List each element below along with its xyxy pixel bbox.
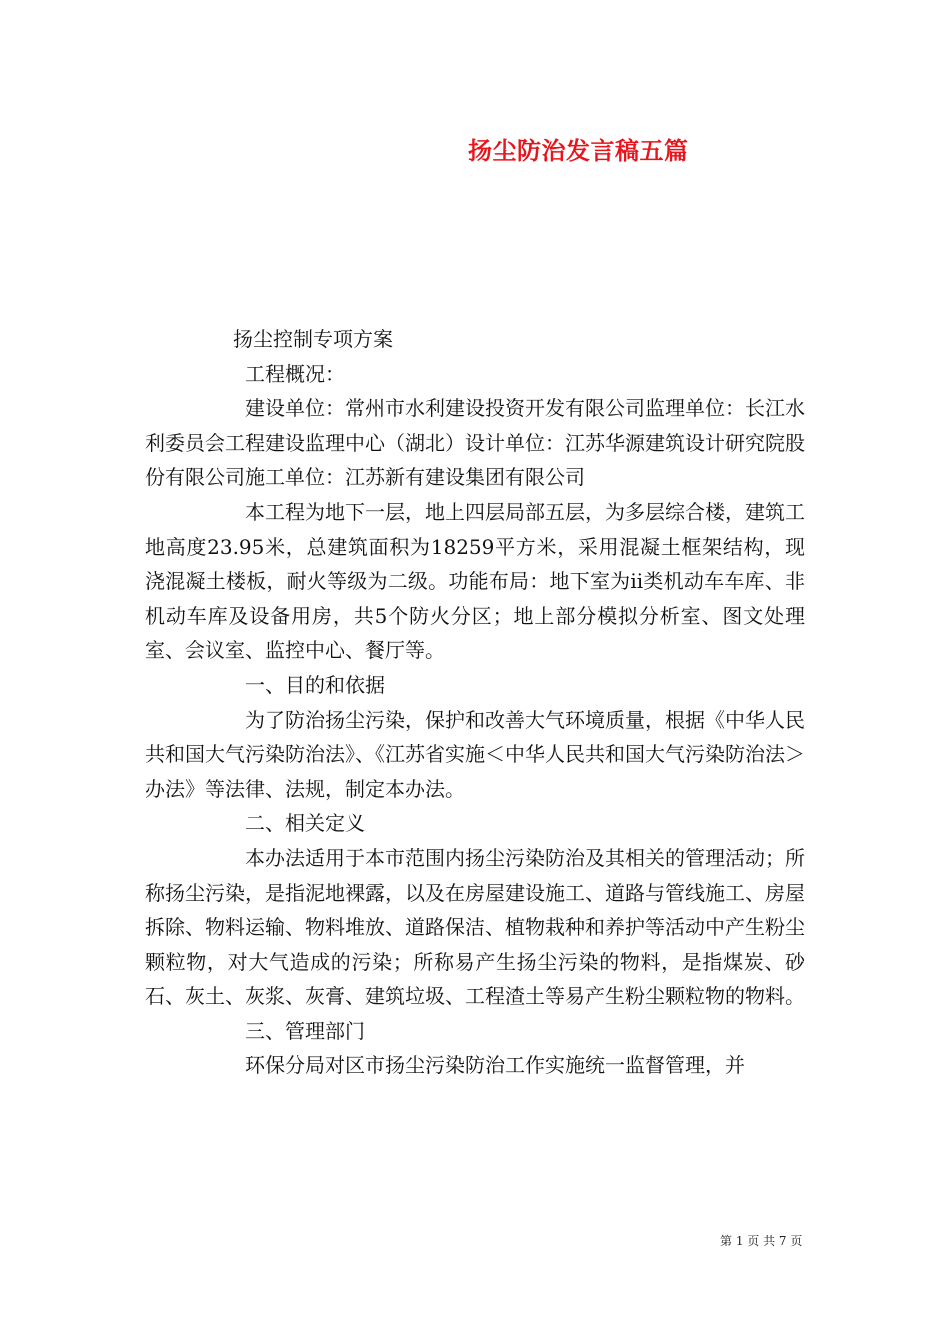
section-heading-purpose: 一、目的和依据 — [245, 672, 385, 697]
document-title: 扬尘防治发言稿五篇 — [468, 136, 689, 165]
section-heading-management: 三、管理部门 — [245, 1018, 365, 1043]
paragraph-heading: 扬尘控制专项方案 — [233, 327, 393, 351]
paragraph-units: 建设单位：常州市水利建设投资开发有限公司监理单位：长江水利委员会工程建设监理中心（湖北）设计单位：江苏华源建筑设计研究院股份有限公司施工单位：江苏新有建设集团有限公司 — [145, 396, 805, 490]
section-heading-definitions: 二、相关定义 — [245, 811, 365, 836]
paragraph-purpose: 为了防治扬尘污染，保护和改善大气环境质量，根据《中华人民共和国大气污染防治法》、《江苏省实施＜中华人民共和国大气污染防治法＞办法》等法律、法规，制定本办法。 — [145, 707, 805, 801]
document-body — [145, 322, 805, 1083]
paragraph-management: 环保分局对区市扬尘污染防治工作实施统一监督管理，并 — [245, 1053, 745, 1078]
paragraph-project-description: 本工程为地下一层，地上四层局部五层，为多层综合楼，建筑工地高度23.95米，总建筑面积为18259平方米，采用混凝土框架结构，现浇混凝土楼板，耐火等级为二级。功能布局：地下室为ii类机动车车库、非机动车库及设备用房，共5个防火分区；地上部分模拟分析室、图文处理室、会议室、监控中心、餐厅等。 — [145, 499, 805, 663]
page-footer: 第 1 页 共 7 页 — [720, 1234, 803, 1248]
paragraph-definitions: 本办法适用于本市范围内扬尘污染防治及其相关的管理活动；所称扬尘污染，是指泥地裸露，以及在房屋建设施工、道路与管线施工、房屋拆除、物料运输、物料堆放、道路保洁、植物栽种和养护等活动中产生粉尘颗粒物，对大气造成的污染；所称易产生扬尘污染的物料，是指煤炭、砂石、灰土、灰浆、灰膏、建筑垃圾、工程渣土等易产生粉尘颗粒物的物料。 — [145, 845, 805, 1009]
paragraph-overview-label: 工程概况： — [245, 361, 345, 386]
